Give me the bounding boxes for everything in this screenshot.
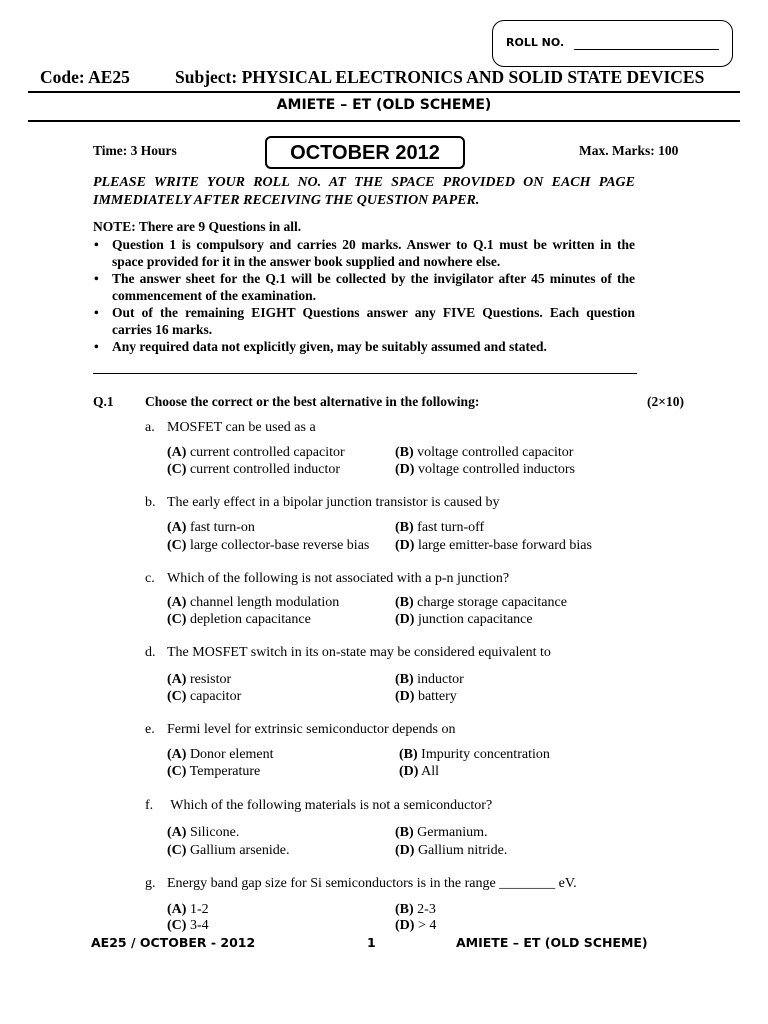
note-item: • Any required data not explicitly given, may be suitably assumed and stated.	[93, 338, 635, 355]
option-f-D: (D) Gallium nitride.	[395, 843, 508, 858]
sub-question-text: Fermi level for extrinsic semiconductor depends on	[167, 722, 456, 737]
sub-question-letter: c.	[145, 571, 155, 586]
question-number: Q.1	[93, 394, 114, 409]
option-d-C: (C) capacitor	[167, 689, 242, 704]
paper-subject: Subject: PHYSICAL ELECTRONICS AND SOLID STATE DEVICES	[175, 67, 705, 87]
note-item: • Out of the remaining EIGHT Questions answer any FIVE Questions. Each question carries 16 marks.	[93, 304, 635, 338]
option-c-B: (B) charge storage capacitance	[395, 595, 567, 610]
option-c-D: (D) junction capacitance	[395, 612, 533, 627]
sub-question-letter: f.	[145, 798, 154, 813]
notes-divider	[93, 373, 637, 374]
header-divider	[28, 91, 740, 93]
question-marks: (2×10)	[647, 394, 684, 409]
sub-question-letter: b.	[145, 495, 156, 510]
option-g-A: (A) 1-2	[167, 902, 209, 917]
note-heading: NOTE: There are 9 Questions in all.	[93, 219, 302, 234]
option-a-A: (A) current controlled capacitor	[167, 445, 345, 460]
option-e-D: (D) All	[399, 764, 440, 779]
sub-question-b	[145, 495, 500, 511]
footer-paper-id: AE25 / OCTOBER - 2012	[91, 935, 256, 950]
sub-question-letter: d.	[145, 645, 156, 660]
footer-page-number: 1	[367, 935, 376, 950]
option-f-B: (B) Germanium.	[395, 825, 488, 840]
sub-question-text: Which of the following is not associated with a p-n junction?	[167, 571, 510, 586]
max-marks: Max. Marks: 100	[579, 143, 679, 158]
option-d-A: (A) resistor	[167, 672, 232, 687]
roll-number-label: ROLL NO.	[506, 36, 565, 49]
option-e-A: (A) Donor element	[167, 747, 274, 762]
option-b-C: (C) large collector-base reverse bias	[167, 538, 370, 553]
sub-question-text: The MOSFET switch in its on-state may be considered equivalent to	[167, 645, 551, 660]
notes-list	[93, 236, 635, 355]
note-item: • The answer sheet for the Q.1 will be collected by the invigilator after 45 minutes of the commencement of the examination.	[93, 270, 635, 304]
option-e-C: (C) Temperature	[167, 764, 261, 779]
sub-question-a	[145, 420, 316, 436]
option-c-A: (A) channel length modulation	[167, 595, 340, 610]
footer-scheme: AMIETE – ET (OLD SCHEME)	[456, 935, 648, 950]
option-a-C: (C) current controlled inductor	[167, 462, 340, 477]
option-b-D: (D) large emitter-base forward bias	[395, 538, 592, 553]
sub-question-c	[145, 571, 509, 587]
option-g-B: (B) 2-3	[395, 902, 436, 917]
option-g-C: (C) 3-4	[167, 918, 209, 933]
option-f-C: (C) Gallium arsenide.	[167, 843, 290, 858]
sub-question-text: Which of the following materials is not a semiconductor?	[167, 798, 493, 813]
scheme-title: AMIETE – ET (OLD SCHEME)	[276, 97, 492, 113]
note-item: • Question 1 is compulsory and carries 20 marks. Answer to Q.1 must be written in the space provided for it in the answer book supplied and nowhere else.	[93, 236, 635, 270]
sub-question-g	[145, 876, 577, 892]
option-d-B: (B) inductor	[395, 672, 464, 687]
option-a-B: (B) voltage controlled capacitor	[395, 445, 574, 460]
option-f-A: (A) Silicone.	[167, 825, 240, 840]
paper-code: Code: AE25	[40, 67, 130, 87]
sub-question-letter: g.	[145, 876, 156, 891]
sub-question-f	[145, 798, 492, 814]
option-a-D: (D) voltage controlled inductors	[395, 462, 576, 477]
sub-question-text: MOSFET can be used as a	[167, 420, 316, 435]
sub-question-letter: e.	[145, 722, 155, 737]
sub-question-text: Energy band gap size for Si semiconductors is in the range ________ eV.	[167, 876, 577, 891]
roll-instruction: PLEASE WRITE YOUR ROLL NO. AT THE SPACE PROVIDED ON EACH PAGE IMMEDIATELY AFTER RECEIVING THE QUESTION PAPER.	[93, 175, 635, 208]
option-g-D: (D) > 4	[395, 918, 437, 933]
exam-time: Time: 3 Hours	[93, 143, 177, 158]
scheme-divider	[28, 120, 740, 122]
sub-question-text: The early effect in a bipolar junction transistor is caused by	[167, 495, 500, 510]
option-c-C: (C) depletion capacitance	[167, 612, 311, 627]
exam-month-badge: OCTOBER 2012	[265, 136, 465, 169]
sub-question-e	[145, 722, 455, 738]
roll-number-blank	[574, 49, 719, 50]
option-e-B: (B) Impurity concentration	[399, 747, 550, 762]
option-d-D: (D) battery	[395, 689, 457, 704]
sub-question-d	[145, 645, 551, 661]
option-b-B: (B) fast turn-off	[395, 520, 485, 535]
sub-question-letter: a.	[145, 420, 155, 435]
option-b-A: (A) fast turn-on	[167, 520, 255, 535]
question-text: Choose the correct or the best alternative in the following:	[145, 394, 480, 409]
